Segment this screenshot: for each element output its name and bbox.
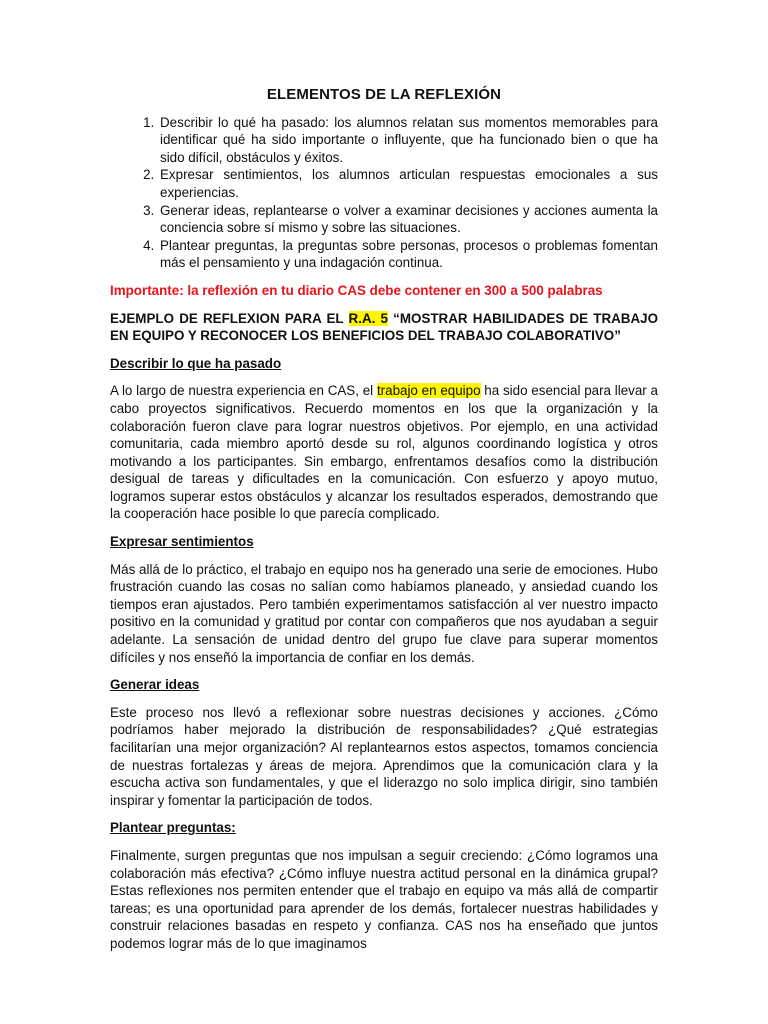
highlighted-phrase: trabajo en equipo (376, 383, 481, 399)
section-heading-expresar: Expresar sentimientos (110, 534, 254, 550)
section-heading-describir: Describir lo que ha pasado (110, 355, 282, 371)
section-heading-generar: Generar ideas (110, 677, 200, 693)
paragraph-text-before: A lo largo de nuestra experiencia en CAS, el (110, 383, 377, 399)
page-title: ELEMENTOS DE LA REFLEXIÓN (266, 86, 502, 103)
paragraph-plantear: Finalmente, surgen preguntas que nos impulsan a seguir creciendo: ¿Cómo logramos una colaboración más efectiva? ¿Cómo influye nuestra actitud personal en la dinámica grupal? Estas reflexiones nos permiten entender que el trabajo en equipo va más allá de compartir tareas; es una oportunidad para aprender de los demás, fortalecer nuestras habilidades y construir relaciones basadas en respeto y confianza. CAS nos ha enseñado que juntos podemos lograr más de lo que imaginamos (110, 847, 658, 951)
ra-highlight: R.A. 5 (348, 310, 388, 326)
example-prefix: EJEMPLO DE REFLEXION PARA EL (110, 310, 349, 326)
elements-list (110, 114, 658, 272)
example-heading (110, 310, 658, 345)
example-suffix: “MOSTRAR HABILIDADES DE TRABAJO EN EQUIPO Y RECONOCER LOS BENEFICIOS DEL TRABAJO COLABORATIVO” (110, 310, 658, 344)
paragraph-describir (110, 382, 658, 523)
section-heading-plantear: Plantear preguntas: (110, 820, 236, 836)
important-note: Importante: la reflexión en tu diario CAS debe contener en 300 a 500 palabras (110, 282, 603, 298)
paragraph-generar: Este proceso nos llevó a reflexionar sobre nuestras decisiones y acciones. ¿Cómo podríamos haber mejorado la distribución de responsabilidades? ¿Qué estrategias facilitarían una mejor organización? Al replantearnos estos aspectos, tomamos conciencia de nuestras fortalezas y áreas de mejora. Aprendimos que la comunicación clara y la escucha activa son fundamentales, y que el liderazgo no solo implica dirigir, sino también inspirar y fomentar la participación de todos. (110, 704, 658, 808)
paragraph-expresar: Más allá de lo práctico, el trabajo en equipo nos ha generado una serie de emociones. Hubo frustración cuando las cosas no salían como habíamos planeado, y ansiedad cuando los tiempos eran ajustados. Pero también experimentamos satisfacción al ver nuestro impacto positivo en la comunidad y gratitud por contar con compañeros que nos ayudaban a seguir adelante. La sensación de unidad dentro del grupo fue clave para superar momentos difíciles y nos enseñó la importancia de confiar en los demás. (110, 561, 658, 665)
list-item: 4. Plantear preguntas, la preguntas sobre personas, procesos o problemas fomentan más el pensamiento y una indagación continua. (158, 237, 658, 272)
list-item: 2. Expresar sentimientos, los alumnos articulan respuestas emocionales a sus experiencias. (158, 166, 658, 201)
paragraph-text-after: ha sido esencial para llevar a cabo proyectos significativos. Recuerdo momentos en los que la organización y la colaboración fueron clave para lograr nuestros objetivos. Por ejemplo, en una actividad comunitaria, cada miembro aportó desde su rol, algunos coordinando logística y otros motivando a los participantes. Sin embargo, enfrentamos desafíos como la distribución desigual de tareas y dificultades en la comunicación. Con esfuerzo y apoyo mutuo, logramos superar estos obstáculos y alcanzar los resultados esperados, demostrando que la cooperación hace posible lo que parecía complicado. (110, 383, 658, 522)
list-item: 3. Generar ideas, replantearse o volver a examinar decisiones y acciones aumenta la conciencia sobre sí mismo y sobre las situaciones. (158, 202, 658, 237)
list-item: 1. Describir lo qué ha pasado: los alumnos relatan sus momentos memorables para identificar qué ha sido importante o influyente, que ha funcionado bien o que ha sido difícil, obstáculos y éxitos. (158, 114, 658, 167)
